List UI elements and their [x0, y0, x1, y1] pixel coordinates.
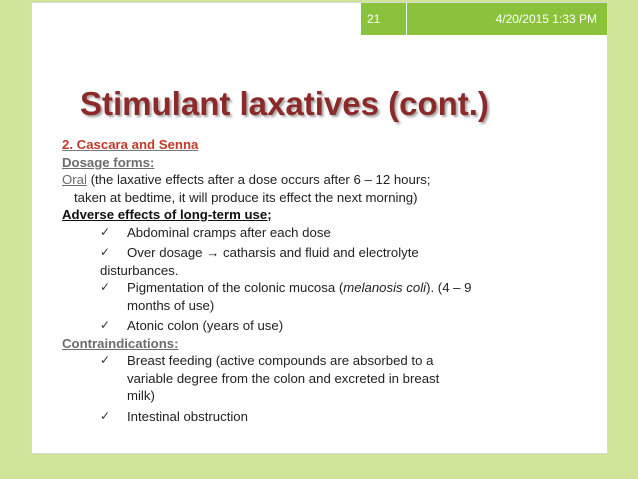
dosage-heading: Dosage forms:	[62, 154, 155, 170]
contra-item-1-text-3: milk)	[127, 388, 155, 403]
oral-label: Oral	[62, 172, 87, 187]
header-divider	[406, 3, 407, 35]
adverse-item-3	[62, 279, 607, 314]
adverse-item-2-text-1: Over dosage → catharsis and fluid and electrolyte	[127, 245, 419, 260]
slide-content	[62, 136, 607, 425]
check-icon: ✓	[100, 245, 111, 259]
section-number: 2.	[62, 137, 73, 152]
contra-item-2	[62, 408, 607, 426]
contra-item-1-text-2: variable degree from the colon and excreted in breast	[127, 370, 440, 386]
adverse-item-4-text: Atonic colon (years of use)	[127, 318, 284, 333]
section-heading	[62, 136, 607, 154]
timestamp: 4/20/2015 1:33 PM	[495, 12, 597, 26]
adverse-item-3-post: ). (4 – 9	[426, 280, 472, 295]
check-icon: ✓	[100, 408, 111, 423]
adverse-item-3-text-2: months of use)	[127, 297, 215, 313]
contra-heading: Contraindications:	[62, 335, 179, 351]
adverse-item-4	[62, 317, 607, 335]
section-name: Cascara and Senna	[76, 137, 199, 152]
adverse-item-2-text-2: disturbances.	[100, 262, 179, 278]
check-icon: ✓	[100, 353, 111, 367]
adverse-item-3-italic: melanosis coli	[343, 280, 427, 295]
check-icon: ✓	[100, 280, 111, 294]
adverse-item-2	[62, 244, 607, 262]
oral-text-2: taken at bedtime, it will produce its effect the next morning)	[74, 189, 418, 205]
adverse-item-1-text: Abdominal cramps after each dose	[127, 224, 331, 240]
header-bar	[361, 3, 607, 35]
dosage-oral	[62, 171, 607, 206]
check-icon: ✓	[100, 318, 111, 332]
adverse-heading: Adverse effects of long-term use;	[62, 207, 272, 222]
contra-item-1	[62, 352, 607, 405]
contra-item-2-text: Intestinal obstruction	[127, 408, 248, 424]
slide-panel	[31, 2, 608, 454]
slide-title: Stimulant laxatives (cont.)	[80, 85, 489, 122]
contra-item-1-text-1: Breast feeding (active compounds are absorbed to a	[127, 353, 434, 368]
adverse-item-2-cont	[62, 262, 607, 280]
oral-text-1: (the laxative effects after a dose occurs after 6 – 12 hours;	[86, 172, 431, 187]
check-icon: ✓	[100, 224, 111, 239]
adverse-item-3-pre: Pigmentation of the colonic mucosa (	[127, 280, 344, 295]
slide-number: 21	[367, 12, 381, 26]
adverse-item-1	[62, 224, 607, 242]
